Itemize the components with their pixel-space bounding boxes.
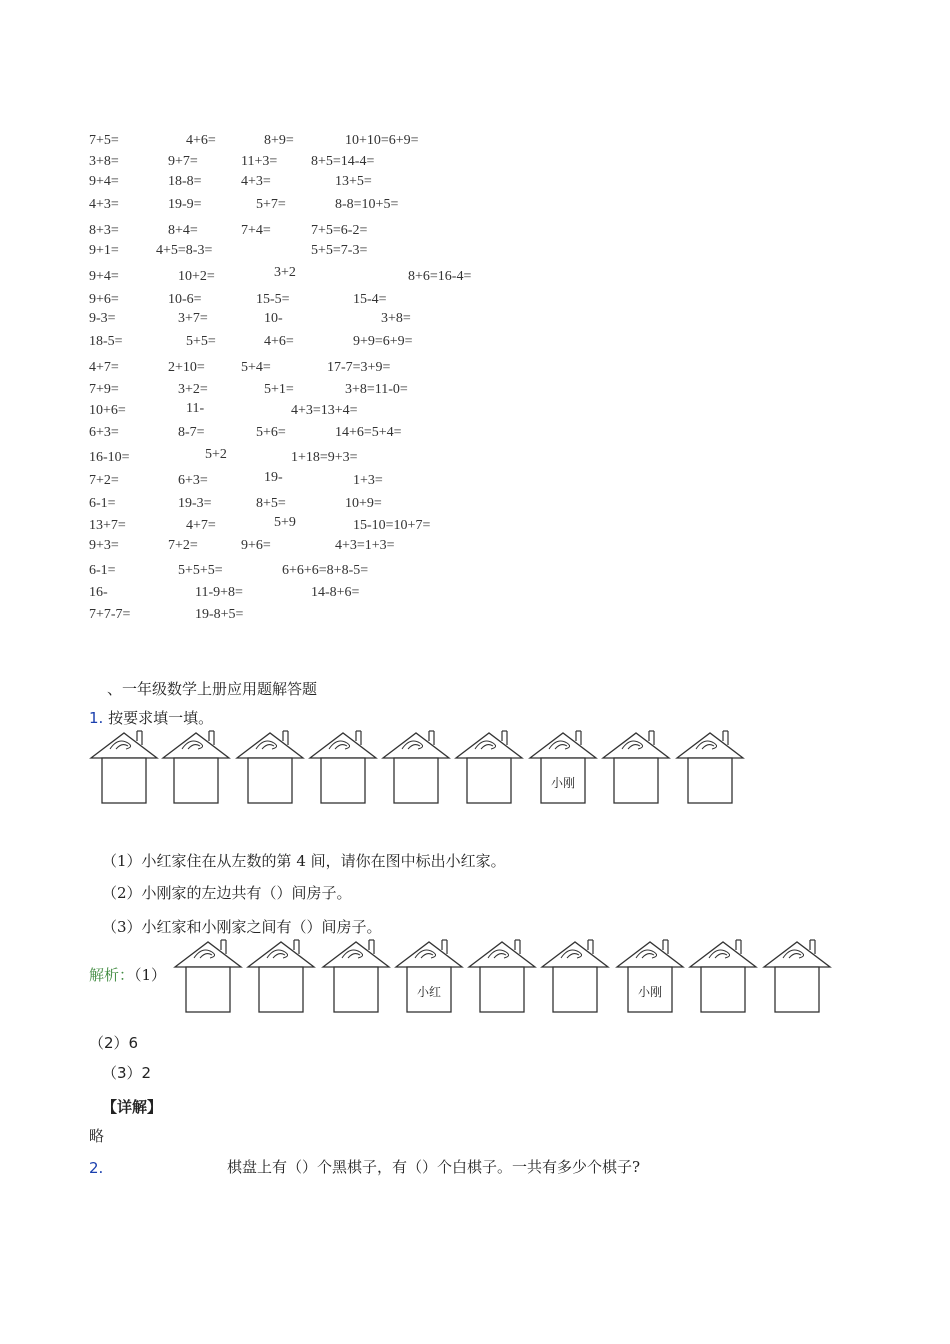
equation: 5+6= — [256, 425, 286, 440]
sub-question-2: （2）小刚家的左边共有（）间房子。 — [102, 884, 352, 902]
equation: 3+2 — [274, 265, 296, 280]
equation: 15-4= — [353, 292, 387, 307]
equation: 15-10=10+7= — [353, 518, 431, 533]
house-icon — [91, 731, 157, 803]
equation: 7+4= — [241, 223, 271, 238]
equation: 8+3= — [89, 223, 119, 238]
equation: 18-5= — [89, 334, 123, 349]
answer-label: 解析： — [89, 966, 135, 984]
equation: 1+3= — [353, 473, 383, 488]
equation: 5+7= — [256, 197, 286, 212]
equation: 4+5=8-3= — [156, 243, 213, 258]
equation: 6+3= — [89, 425, 119, 440]
equation: 10+2= — [178, 269, 215, 284]
equation: 11+3= — [241, 154, 278, 169]
equation: 13+7= — [89, 518, 126, 533]
equation: 10-6= — [168, 292, 202, 307]
house-name-label: 小红 — [416, 985, 442, 999]
equation: 4+6= — [264, 334, 294, 349]
equation: 8-8=10+5= — [335, 197, 399, 212]
detail-text: 略 — [89, 1127, 105, 1145]
house-icon — [310, 731, 376, 803]
equation: 3+8= — [89, 154, 119, 169]
equation: 2+10= — [168, 360, 205, 375]
equation: 9-3= — [89, 311, 116, 326]
equation: 15-5= — [256, 292, 290, 307]
equation: 1+18=9+3= — [291, 450, 358, 465]
equation: 6-1= — [89, 563, 116, 578]
equation: 7+9= — [89, 382, 119, 397]
equation: 9+7= — [168, 154, 198, 169]
equation: 19-3= — [178, 496, 212, 511]
house-icon — [617, 940, 683, 1012]
equation: 3+8= — [381, 311, 411, 326]
equation: 6+6+6=8+8-5= — [282, 563, 369, 578]
section-title: 、一年级数学上册应用题解答题 — [107, 680, 318, 698]
equation: 5+2 — [205, 447, 227, 462]
equation: 4+3=1+3= — [335, 538, 395, 553]
house-icon — [764, 940, 830, 1012]
equation: 6+3= — [178, 473, 208, 488]
equation: 8+5=14-4= — [311, 154, 375, 169]
equation: 11- — [186, 401, 205, 416]
answer-part-3: （3）2 — [102, 1064, 152, 1082]
equation: 3+8=11-0= — [345, 382, 408, 397]
equation: 7+2= — [168, 538, 198, 553]
equation: 4+3= — [89, 197, 119, 212]
equation: 9+6= — [89, 292, 119, 307]
question-2-text: 棋盘上有（）个黑棋子，有（）个白棋子。一共有多少个棋子? — [227, 1158, 641, 1176]
equation: 9+1= — [89, 243, 119, 258]
house-icon — [323, 940, 389, 1012]
equation: 5+5+5= — [178, 563, 223, 578]
equation: 4+6= — [186, 133, 216, 148]
sub-question-3: （3）小红家和小刚家之间有（）间房子。 — [102, 918, 382, 936]
equation: 11-9+8= — [195, 585, 243, 600]
house-icon — [603, 731, 669, 803]
equation: 14-8+6= — [311, 585, 360, 600]
house-icon — [383, 731, 449, 803]
equation: 10+6= — [89, 403, 126, 418]
equation: 8+5= — [256, 496, 286, 511]
equation: 9+4= — [89, 269, 119, 284]
house-name-label: 小刚 — [637, 985, 663, 999]
equation: 19-8+5= — [195, 607, 244, 622]
equation: 4+7= — [89, 360, 119, 375]
house-icon — [175, 940, 241, 1012]
house-icon — [248, 940, 314, 1012]
houses-row-answer — [0, 930, 950, 1030]
equation: 16- — [89, 585, 108, 600]
equation: 3+7= — [178, 311, 208, 326]
equation: 10+10=6+9= — [345, 133, 419, 148]
house-icon — [677, 731, 743, 803]
equation: 14+6=5+4= — [335, 425, 402, 440]
equation: 4+3= — [241, 174, 271, 189]
house-icon — [690, 940, 756, 1012]
equation: 19- — [264, 470, 283, 485]
equation: 8+4= — [168, 223, 198, 238]
equation: 13+5= — [335, 174, 372, 189]
equation: 9+3= — [89, 538, 119, 553]
houses-row-question — [0, 720, 950, 820]
house-icon — [396, 940, 462, 1012]
equation: 10+9= — [345, 496, 382, 511]
equation: 9+6= — [241, 538, 271, 553]
sub-question-1: （1）小红家住在从左数的第 4 间，请你在图中标出小红家。 — [102, 852, 506, 870]
house-icon — [469, 940, 535, 1012]
equation: 8+9= — [264, 133, 294, 148]
question-number: 1. — [89, 709, 104, 727]
equation: 7+2= — [89, 473, 119, 488]
house-icon — [542, 940, 608, 1012]
equation: 18-8= — [168, 174, 202, 189]
equation: 3+2= — [178, 382, 208, 397]
house-icon — [237, 731, 303, 803]
equation: 9+4= — [89, 174, 119, 189]
question-2-number: 2. — [89, 1159, 104, 1177]
equation: 4+3=13+4= — [291, 403, 358, 418]
answer-part-1: （1） — [134, 966, 167, 984]
equation: 4+7= — [186, 518, 216, 533]
equation: 5+9 — [274, 515, 296, 530]
question-text: 按要求填一填。 — [108, 709, 214, 727]
equation: 7+5= — [89, 133, 119, 148]
house-icon — [456, 731, 522, 803]
equation: 6-1= — [89, 496, 116, 511]
equation: 17-7=3+9= — [327, 360, 391, 375]
equation: 8-7= — [178, 425, 205, 440]
equation: 5+1= — [264, 382, 294, 397]
detail-title: 【详解】 — [102, 1098, 163, 1116]
equation: 8+6=16-4= — [408, 269, 472, 284]
answer-part-2: （2）6 — [89, 1034, 139, 1052]
house-icon — [163, 731, 229, 803]
house-name-label: 小刚 — [550, 776, 576, 790]
equation: 5+4= — [241, 360, 271, 375]
equation: 16-10= — [89, 450, 130, 465]
equation: 5+5=7-3= — [311, 243, 368, 258]
equation: 9+9=6+9= — [353, 334, 413, 349]
equation: 7+7-7= — [89, 607, 131, 622]
equation: 7+5=6-2= — [311, 223, 368, 238]
equation: 19-9= — [168, 197, 202, 212]
equation: 10- — [264, 311, 283, 326]
house-icon — [530, 731, 596, 803]
equation: 5+5= — [186, 334, 216, 349]
